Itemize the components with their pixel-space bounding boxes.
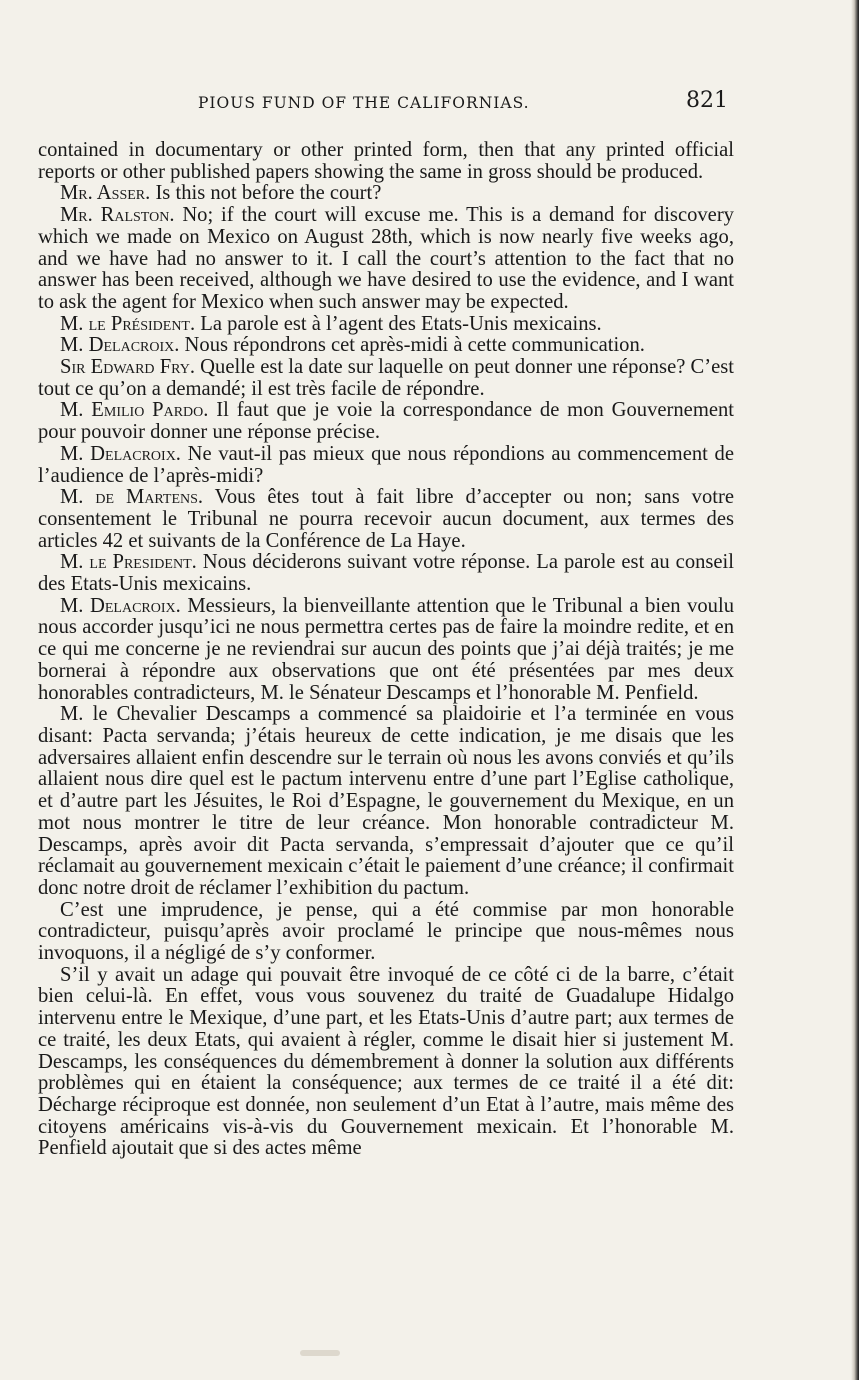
- paragraph: [38, 552, 734, 595]
- paragraph-text: S’il y avait un adage qui pouvait être invoqué de ce côté ci de la barre, c’était bien celui-là. En effet, vous vous souvenez du traité de Guadalupe Hidalgo intervenu entre le Mexique, d’une part, et les Etats-Unis d’autre part; aux termes de ce traité, les deux Etats, qui avaient à régler, comme le disait hier si justement M. Descamps, les conséquences du démembrement à donner la solution aux différents problèmes qui en étaient la conséquence; aux termes de ce traité il a été dit: Décharge réciproque est donnée, non seulement d’un Etat à l’autre, mais même des citoyens américains vis-à-vis du Gouvernement mexicain. Et l’honorable M. Penfield ajoutait que si des actes même: [38, 963, 734, 1160]
- page-edge-shadow: [851, 0, 859, 1380]
- paragraph: [38, 140, 734, 183]
- paragraph: [38, 183, 734, 205]
- paragraph-text: Quelle est la date sur laquelle on peut donner une réponse? C’est tout ce qu’on a demandé; il est très facile de répondre.: [38, 356, 734, 400]
- paragraph: [38, 487, 734, 552]
- paragraph-text: Il faut que je voie la correspondance de mon Gouvernement pour pouvoir donner une réponse précise.: [38, 399, 734, 444]
- paragraph: [38, 444, 734, 487]
- paragraph-text: M. le Chevalier Descamps a commencé sa plaidoirie et l’a terminée en vous disant: Pacta servanda; j’étais heureux de cette indication, je me disais que les adversaires allaient enfin descendre sur le terrain où nous les avons conviés et qu’ils allaient nous dire quel est le pactum intervenu entre d’une part l’Eglise catholique, et d’autre part les Jésuites, le Roi d’Espagne, le gouvernement du Mexique, en un mot nous montrer le titre de leur créance. Mon honorable contradicteur M. Descamps, après avoir dit Pacta servanda, s’empressait d’ajouter que ce qu’il réclamait au gouvernement mexicain c’était le paiement d’une créance; il confirmait donc notre droit de réclamer l’exhibition du pactum.: [38, 703, 734, 899]
- speaker-name: M. de Martens.: [60, 486, 204, 509]
- speaker-name: M. le President.: [60, 551, 197, 574]
- paragraph-text: Is this not before the court?: [150, 182, 382, 205]
- speaker-name: M. Delacroix.: [60, 334, 180, 357]
- paragraph: [38, 400, 734, 443]
- paragraph-text: La parole est à l’agent des Etats-Unis mexicains.: [195, 312, 602, 335]
- paragraph-text: No; if the court will excuse me. This is a demand for discovery which we made on Mexico on August 28th, which is now nearly five weeks ago, and we have had no answer to it. I call the court’s attention to the fact that no answer has been received, although we have desired to use the evidence, and I want to ask the agent for Mexico when such answer may be expected.: [38, 204, 734, 313]
- page-number: 821: [686, 88, 728, 113]
- speaker-name: M. Delacroix.: [60, 594, 181, 617]
- page-header: [38, 88, 728, 118]
- speaker-name: Sir Edward Fry.: [60, 356, 195, 379]
- paragraph: [38, 900, 734, 965]
- scan-smudge: [300, 1350, 340, 1356]
- paragraph-text: Ne vaut-il pas mieux que nous répondions au commencement de l’audience de l’après-midi?: [38, 442, 734, 487]
- speaker-name: M. le Président.: [60, 312, 196, 335]
- speaker-name: M. Delacroix.: [60, 442, 181, 465]
- paragraph-text: C’est une imprudence, je pense, qui a été commise par mon honorable contradicteur, puisqu’après avoir proclamé le principe que nous-mêmes nous invoquons, il a négligé de s’y conformer.: [38, 898, 734, 965]
- paragraph-text: Vous êtes tout à fait libre d’accepter ou non; sans votre consentement le Tribunal ne pourra recevoir aucun document, aux termes des articles 42 et suivants de la Conférence de La Haye.: [38, 486, 734, 552]
- paragraph: [38, 596, 734, 705]
- paragraph: [38, 965, 734, 1160]
- paragraph-text: Nous répondrons cet après-midi à cette communication.: [179, 334, 645, 357]
- speaker-name: Mr. Ralston.: [60, 204, 175, 227]
- paragraph: [38, 314, 734, 336]
- paragraph: [38, 357, 734, 400]
- speaker-name: Mr. Asser.: [60, 182, 151, 205]
- paragraph-text: contained in documentary or other printed form, then that any printed official reports or other published papers showing the same in gross should be produced.: [38, 139, 734, 183]
- paragraph-text: Nous déciderons suivant votre réponse. La parole est au conseil des Etats-Unis mexicains.: [38, 551, 735, 596]
- body-text: [38, 140, 734, 1160]
- paragraph-text: Messieurs, la bienveillante attention que le Tribunal a bien voulu nous accorder jusqu’ici ne nous permettra certes pas de faire la moindre redite, et en ce qui me concerne je ne reviendrai sur aucun des points que j’ai déjà traités; je me bornerai à répondre aux observations que ont été présentées par mes deux honorables contradicteurs, M. le Sénateur Descamps et l’honorable M. Penfield.: [38, 594, 734, 704]
- paragraph: [38, 335, 734, 357]
- paragraph: [38, 704, 734, 899]
- running-title: PIOUS FUND OF THE CALIFORNIAS.: [198, 94, 530, 112]
- paragraph: [38, 205, 734, 314]
- speaker-name: M. Emilio Pardo.: [60, 399, 209, 422]
